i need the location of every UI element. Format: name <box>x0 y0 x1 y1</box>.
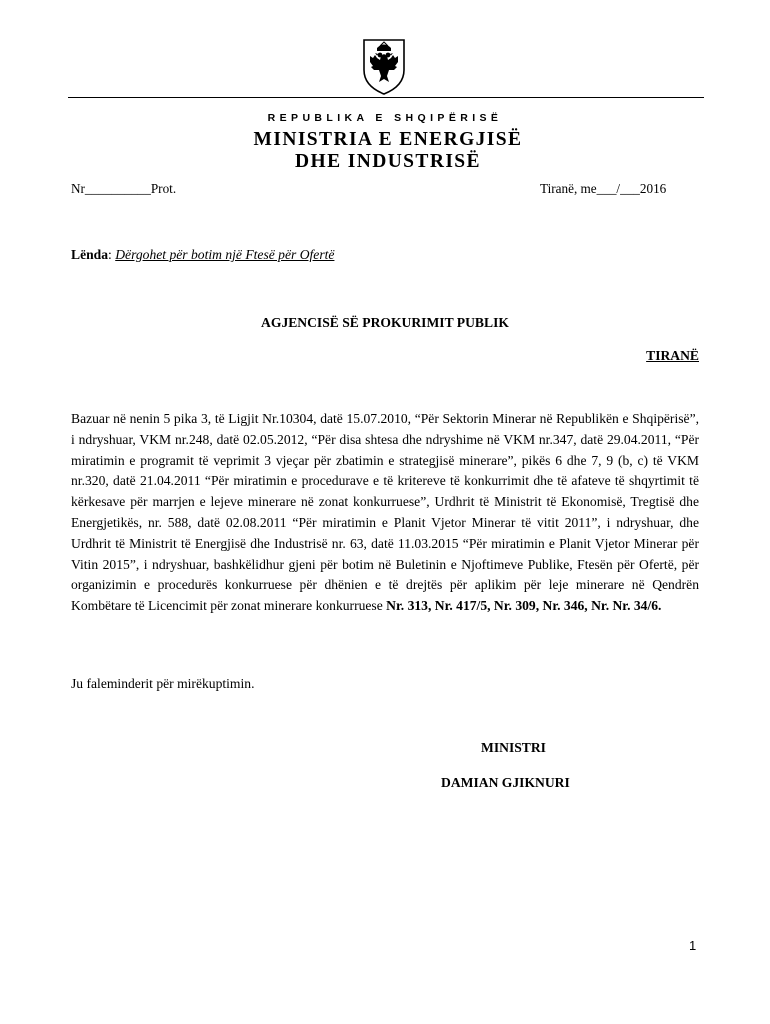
closing-thanks: Ju faleminderit për mirëkuptimin. <box>71 676 255 691</box>
republic-heading: REPUBLIKA E SHQIPËRISË <box>267 112 503 124</box>
ministry-heading <box>0 129 770 173</box>
ministry-line-1: MINISTRIA E ENERGJISË <box>253 129 523 150</box>
zone-numbers: Nr. 313, Nr. 417/5, Nr. 309, Nr. 346, Nr. Nr. 34/6. <box>386 598 662 614</box>
recipient-name: AGJENCISË SË PROKURIMIT PUBLIK <box>261 315 509 330</box>
ministry-line-2: DHE INDUSTRISË <box>295 151 481 172</box>
body-text: Bazuar në nenin 5 pika 3, të Ligjit Nr.10304, datë 15.07.2010, “Për Sektorin Minerar në Republikën e Shqipërisë”, i ndryshuar, VKM nr.248, datë 02.05.2012, “Për disa shtesa dhe ndryshime në VKM nr.347, datë 29.04.2011, “Për miratimin e programit të veprimit 3 vjeçar për zbatimin e strategjisë minerare”, pikës 6 dhe 7, 9 (b, c) të VKM nr.320, datë 21.04.2011 “Për miratimin e procedurave e të kritereve të konkurrimit dhe të afateve të shqyrtimit të kërkesave për marrjen e lejeve minerare në zonat konkurruese”, Urdhrit të Ministrit të Ekonomisë, Tregtisë dhe Energjetikës, nr. 588, datë 02.08.2011 “Për miratimin e Planit Vjetor Minerar të vitit 2011”, i ndryshuar, dhe Urdhrit të Ministrit të Energjisë dhe Industrisë nr. 63, datë 11.03.2015 “Për miratimin e Planit Vjetor Minerar për Vitin 2015”, i ndryshuar, bashkëlidhur gjeni për botim në Buletinin e Njoftimeve Publike, Ftesën për Ofertë, për organizimin e procedurës konkurruese për dhënien e të drejtës për aplikim për leje minerare në Qendrën Kombëtare të Licencimit për zonat minerare konkurruese <box>71 411 699 614</box>
protocol-number: Nr__________Prot. <box>71 181 177 196</box>
body-paragraph <box>71 409 699 617</box>
albanian-coat-of-arms-icon <box>360 36 408 96</box>
subject-line: Lënda: Dërgohet për botim një Ftesë për Ofertë <box>71 247 335 262</box>
signatory-name: DAMIAN GJIKNURI <box>441 775 570 790</box>
signatory-title: MINISTRI <box>481 740 546 755</box>
page-number: 1 <box>689 938 697 953</box>
recipient-city: TIRANË <box>646 348 699 363</box>
subject-text: Dërgohet për botim një Ftesë për Ofertë <box>115 247 335 262</box>
place-date: Tiranë, me___/___2016 <box>540 181 667 196</box>
header-divider <box>68 97 704 98</box>
subject-label: Lënda <box>71 247 109 262</box>
